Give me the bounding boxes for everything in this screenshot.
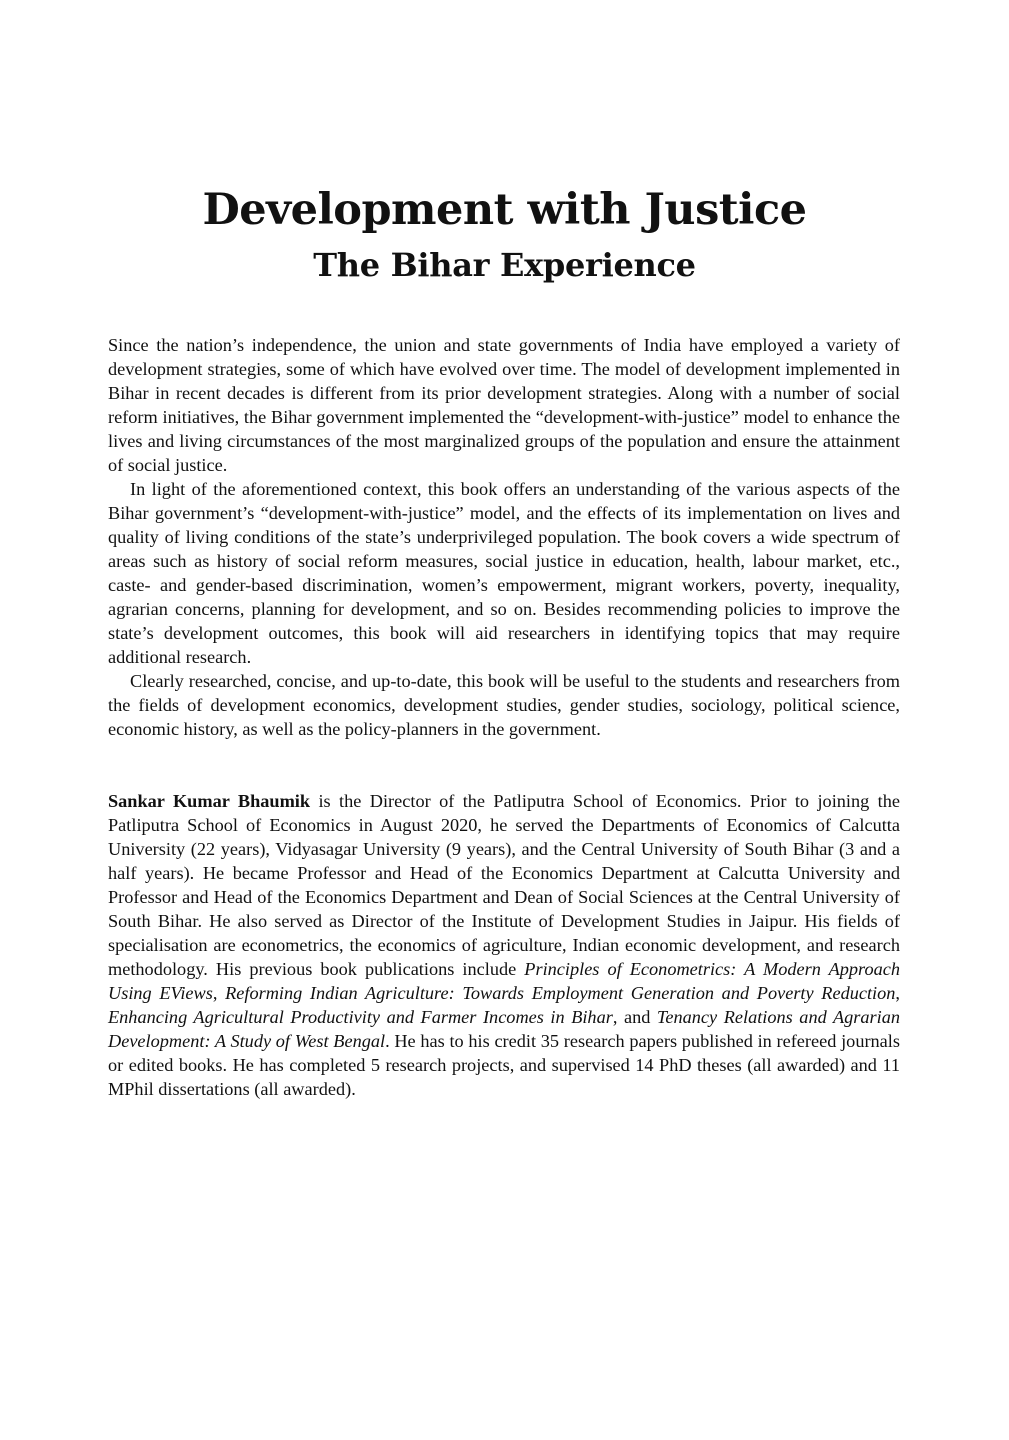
book-reference: Reforming Indian Agriculture: Towards Employment Generation and Poverty Reduction	[225, 983, 896, 1003]
author-name: Sankar Kumar Bhaumik	[108, 791, 311, 811]
blurb-paragraph: Since the nation’s independence, the union and state governments of India have employed a variety of development strategies, some of which have evolved over time. The model of development implemented in Bihar in recent decades is different from its prior development strategies. Along with a number of social reform initiatives, the Bihar government implemented the “development-with-justice” model to enhance the lives and living circumstances of the most marginalized groups of the population and ensure the attainment of social justice.	[108, 335, 900, 475]
book-blurb	[108, 333, 900, 741]
bio-text: . He has to his credit 35 research papers published in refereed journals or edited books. He has completed 5 research projects, and supervised 14 PhD theses (all awarded) and 11 MPhil dissertations (all awarded).	[108, 1031, 900, 1099]
bio-separator: ,	[895, 983, 900, 1003]
book-title: Development with Justice	[202, 185, 807, 235]
blurb-paragraph: In light of the aforementioned context, this book offers an understanding of the various aspects of the Bihar government’s “development-with-justice” model, and the effects of its implementation on lives and quality of living conditions of the state’s underprivileged population. The book covers a wide spectrum of areas such as history of social reform measures, social justice in education, health, labour market, etc., caste- and gender-based discrimination, women’s empowerment, migrant workers, poverty, inequality, agrarian concerns, planning for development, and so on. Besides recommending policies to improve the state’s development outcomes, this book will aid researchers in identifying topics that may require additional research.	[108, 479, 900, 667]
author-bio-paragraph	[108, 789, 900, 1101]
book-reference: Principles of Econometrics: A Modern Approach Using EViews	[108, 959, 900, 1003]
book-reference: Tenancy Relations and Agrarian Development: A Study of West Bengal	[108, 1007, 900, 1051]
bio-separator: , and	[612, 1007, 657, 1027]
blurb-paragraph: Clearly researched, concise, and up-to-date, this book will be useful to the students and researchers from the fields of development economics, development studies, gender studies, sociology, political science, economic history, as well as the policy-planners in the government.	[108, 671, 900, 739]
bio-separator: ,	[212, 983, 226, 1003]
author-bio	[108, 789, 900, 1101]
book-reference: Enhancing Agricultural Productivity and Farmer Incomes in Bihar	[108, 1007, 613, 1027]
book-subtitle: The Bihar Experience	[313, 246, 696, 284]
bio-text: is the Director of the Patliputra School of Economics. Prior to joining the Patliputra School of Economics in August 2020, he served the Departments of Economics of Calcutta University (22 years), Vidyasagar University (9 years), and the Central University of South Bihar (3 and a half years). He became Professor and Head of the Economics Department at Calcutta University and Professor and Head of the Economics Department and Dean of Social Sciences at the Central University of South Bihar. He also served as Director of the Institute of Development Studies in Jaipur. His fields of specialisation are econometrics, the economics of agriculture, Indian economic development, and research methodology. His previous book publications include	[108, 791, 901, 979]
